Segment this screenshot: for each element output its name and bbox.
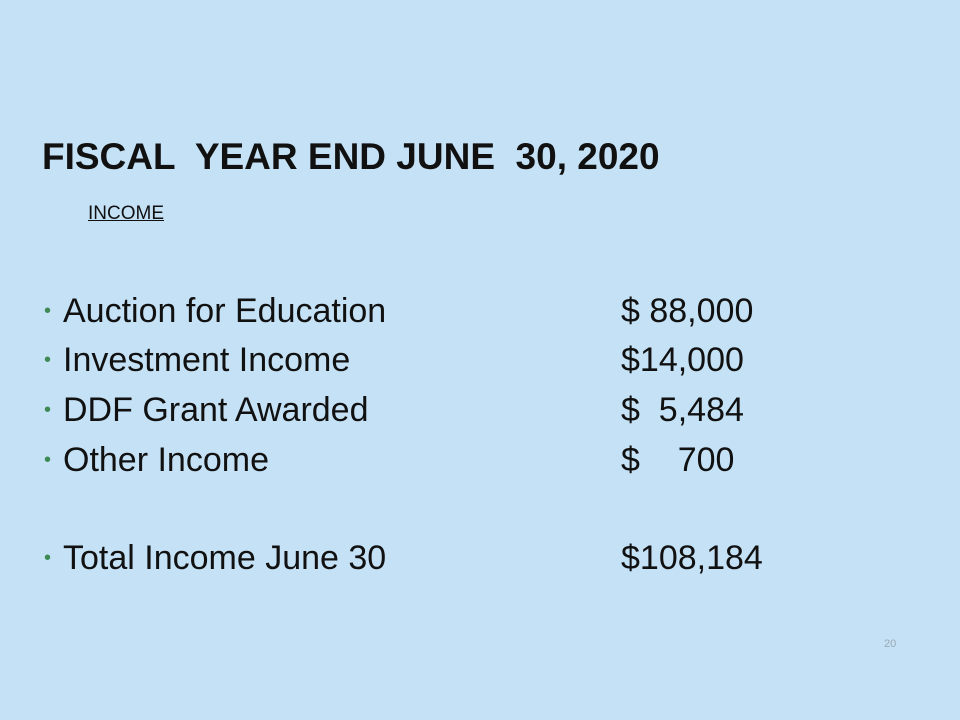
bullet-icon: • [44,300,52,322]
item-amount: $ 700 [621,441,735,479]
item-amount: $108,184 [621,539,763,577]
item-amount: $ 88,000 [621,292,754,330]
bullet-icon: • [44,547,52,569]
list-item [0,343,960,387]
bullet-icon: • [44,349,52,371]
item-amount: $14,000 [621,341,744,379]
slide-subtitle: INCOME [88,203,164,224]
list-item [0,443,960,487]
list-item [0,294,960,338]
item-label: Total Income June 30 [63,539,387,577]
bullet-icon: • [44,399,52,421]
item-label: DDF Grant Awarded [63,391,369,429]
list-item [0,393,960,437]
slide-title: FISCAL YEAR END JUNE 30, 2020 [42,136,660,177]
item-amount: $ 5,484 [621,391,744,429]
list-item-total [0,541,960,585]
item-label: Auction for Education [63,292,387,330]
item-label: Investment Income [63,341,351,379]
bullet-icon: • [44,449,52,471]
page-number: 20 [884,638,897,650]
item-label: Other Income [63,441,269,479]
